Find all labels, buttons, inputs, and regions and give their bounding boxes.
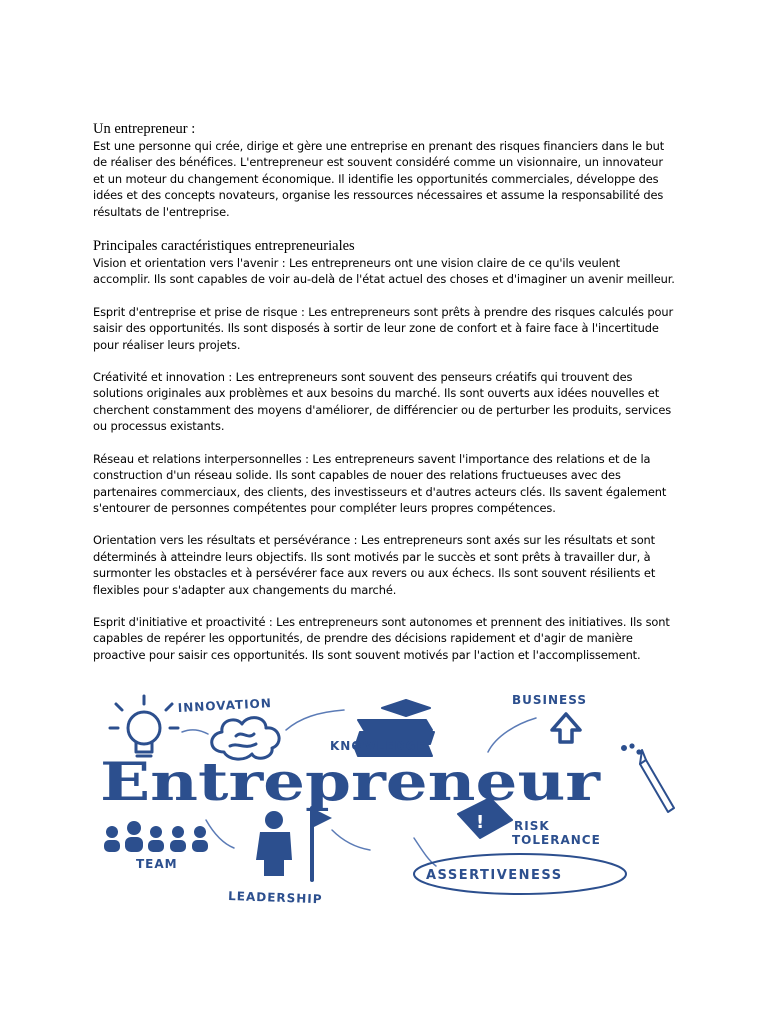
document-body [93,121,675,679]
characteristic-risk: Esprit d'entreprise et prise de risque : Les entrepreneurs sont prêts à prendre des risques calculés pour saisir des opportunités. Ils sont disposés à sortir de leur zone de confort et à faire face à l'incertitude pour réaliser leurs projets. [93,304,674,352]
label-knowledge: KNOWLEDGE [330,739,426,753]
characteristic-initiative: Esprit d'initiative et proactivité : Les entrepreneurs sont autonomes et prennent des initiatives. Ils sont capables de repérer les opportunités, de prendre des décisions rapidement et d'agir de manière proactive pour saisir ces opportunités. Ils sont souvent motivés par l'action et l'accomplissement. [93,614,670,662]
pen-icon [622,744,674,812]
label-risk: RISK [514,819,550,833]
intro-title: Un entrepreneur : [93,121,196,137]
label-business: BUSINESS [512,693,587,707]
characteristic-creativity: Créativité et innovation : Les entrepreneurs sont souvent des penseurs créatifs qui trouvent des solutions originales aux problèmes et aux besoins du marché. Ils sont ouverts aux idées nouvelles et cherchent constamment des moyens d'améliorer, de différencier ou de perturber les produits, services ou processus existants. [93,370,672,434]
lightbulb-icon [110,696,178,756]
characteristic-network: Réseau et relations interpersonnelles : Les entrepreneurs savent l'importance des relations et de la construction d'un réseau solide. Ils sont capables de nouer des relations fructueuses avec des partenaires commerciaux, des clients, des investisseurs et d'autres acteurs clés. Ils savent également s'entourer de personnes compétentes pour compléter leurs propres compétences. [93,451,667,515]
up-arrow-icon [552,714,580,742]
intro-text: Est une personne qui crée, dirige et gère une entreprise en prenant des risques financiers dans le but de réaliser des bénéfices. L'entrepreneur est souvent considéré comme un visionnaire, un innovateur et un moteur du changement économique. Il identifie les opportunités commerciales, développe des idées et des concepts novateurs, organise les ressources nécessaires et assume la responsabilité des résultats de l'entreprise. [93,139,665,219]
entrepreneur-illustration [96,690,676,905]
svg-text:!: ! [476,812,485,833]
label-entrepreneur: Entrepreneur [100,752,601,813]
characteristic-results: Orientation vers les résultats et persévérance : Les entrepreneurs sont axés sur les résultats et sont déterminés à atteindre leurs objectifs. Ils sont motivés par le succès et sont prêts à travailler dur, à surmonter les obstacles et à persévérer face aux revers ou aux échecs. Ils sont souvent résilients et flexibles pour s'adapter aux changements du marché. [93,533,656,597]
label-innovation: INNOVATION [177,696,273,715]
team-icon [104,821,208,852]
label-tolerance: TOLERANCE [512,833,601,847]
characteristic-vision: Vision et orientation vers l'avenir : Les entrepreneurs ont une vision claire de ce qu'ils veulent accomplir. Ils sont capables de voir au-delà de l'état actuel des choses et d'imaginer un avenir meilleur. [93,256,675,287]
label-leadership: LEADERSHIP [227,889,323,905]
characteristics-title: Principales caractéristiques entrepreneuriales [93,238,355,255]
leader-flag-icon [256,808,332,880]
label-assertiveness: ASSERTIVENESS [426,868,563,883]
label-team: TEAM [136,857,178,871]
